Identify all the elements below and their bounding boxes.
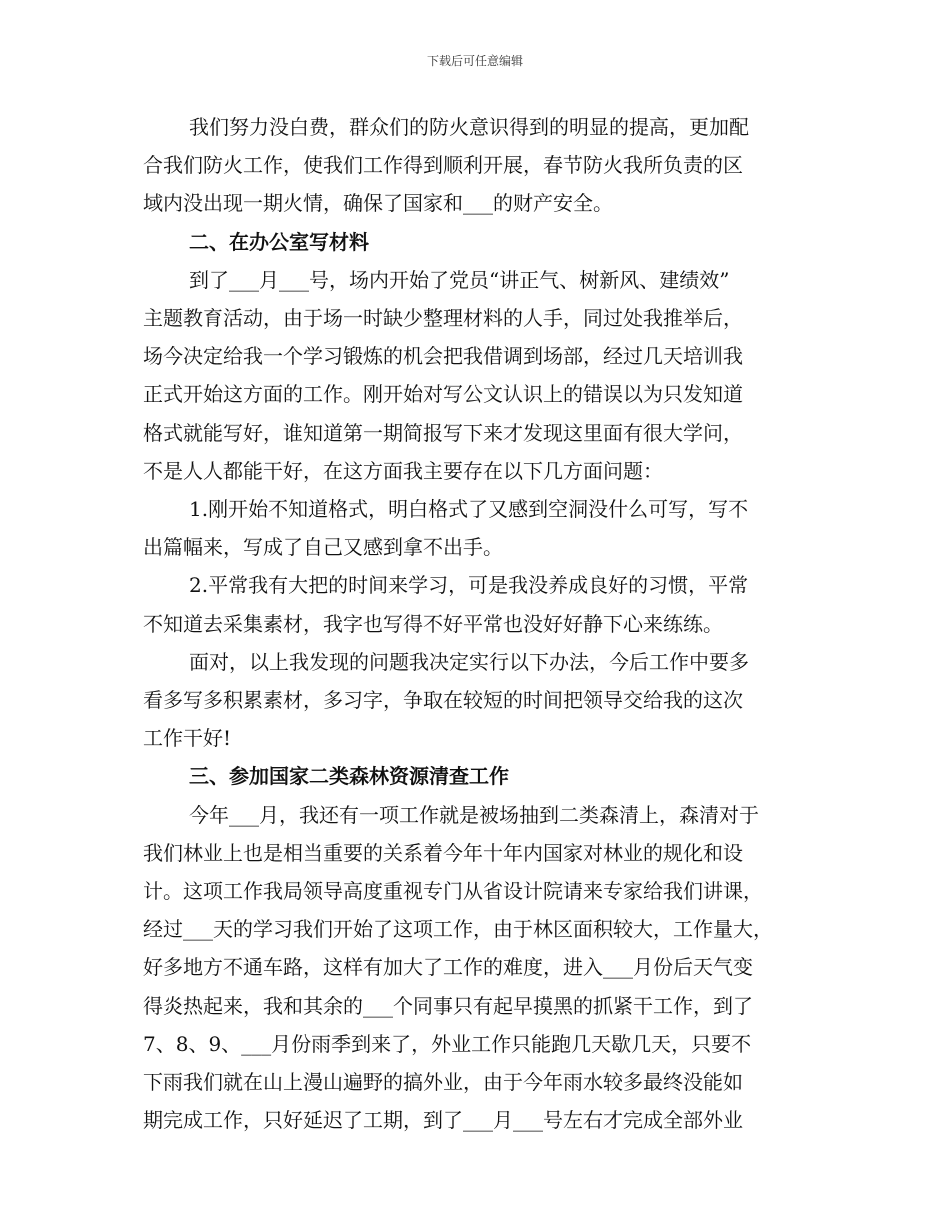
paragraph-line: 经过___天的学习我们开始了这项工作，由于林区面积较大，工作量大，: [143, 917, 773, 942]
paragraph-line: 域内没出现一期火情，确保了国家和___的财产安全。: [143, 191, 613, 216]
paragraph-line: 计。这项工作我局领导高度重视专门从省设计院请来专家给我们讲课，: [143, 879, 763, 904]
document-body: [143, 108, 823, 1139]
paragraph-line: 出篇幅来，写成了自己又感到拿不出手。: [143, 535, 503, 560]
paragraph-line: 下雨我们就在山上漫山遍野的搞外业，由于今年雨水较多最终没能如: [143, 1070, 743, 1095]
paragraph-line: 工作干好!: [143, 726, 232, 751]
paragraph-line: 格式就能写好，谁知道第一期简报写下来才发现这里面有很大学问，: [143, 420, 743, 445]
paragraph-line: 场今决定给我一个学习锻炼的机会把我借调到场部，经过几天培训我: [143, 344, 743, 369]
paragraph-line: 7、8、9、___月份雨季到来了，外业工作只能跑几天歇几天，只要不: [143, 1031, 752, 1056]
paragraph-line: 不是人人都能干好，在这方面我主要存在以下几方面问题：: [143, 458, 663, 483]
paragraph-line: 合我们防火工作，使我们工作得到顺利开展，春节防火我所负责的区: [143, 153, 743, 178]
page-header: 下载后可任意编辑: [426, 54, 523, 68]
list-item: 1.刚开始不知道格式，明白格式了又感到空洞没什么可写，写不: [189, 497, 749, 522]
paragraph-line: 得炎热起来，我和其余的___个同事只有起早摸黑的抓紧干工作，到了: [143, 993, 753, 1018]
paragraph-line: 好多地方不通车路，这样有加大了工作的难度，进入___月份后天气变: [143, 955, 753, 980]
section-heading: 二、在办公室写材料: [189, 229, 369, 254]
paragraph-line: 主题教育活动，由于场一时缺少整理材料的人手，同过处我推举后，: [143, 306, 743, 331]
paragraph-line: 期完成工作，只好延迟了工期，到了___月___号左右才完成全部外业: [143, 1108, 743, 1133]
list-item: 2.平常我有大把的时间来学习，可是我没养成良好的习惯，平常: [189, 573, 749, 598]
paragraph-line: 我们努力没白费，群众们的防火意识得到的明显的提高，更加配: [189, 115, 749, 139]
paragraph-line: 面对，以上我发现的问题我决定实行以下办法，今后工作中要多: [189, 649, 749, 674]
paragraph-line: 不知道去采集素材，我字也写得不好平常也没好好静下心来练练。: [143, 611, 723, 636]
paragraph-line: 我们林业上也是相当重要的关系着今年十年内国家对林业的规化和设: [143, 840, 743, 865]
paragraph-line: 今年___月，我还有一项工作就是被场抽到二类森清上，森清对于: [189, 802, 759, 827]
paragraph-line: 正式开始这方面的工作。刚开始对写公文认识上的错误以为只发知道: [143, 382, 743, 407]
section-heading: 三、参加国家二类森林资源清查工作: [189, 764, 509, 789]
paragraph-line: 看多写多积累素材，多习字，争取在较短的时间把领导交给我的这次: [143, 688, 743, 713]
paragraph-line: 到了___月___号，场内开始了党员“讲正气、树新风、建绩效”: [189, 267, 730, 292]
